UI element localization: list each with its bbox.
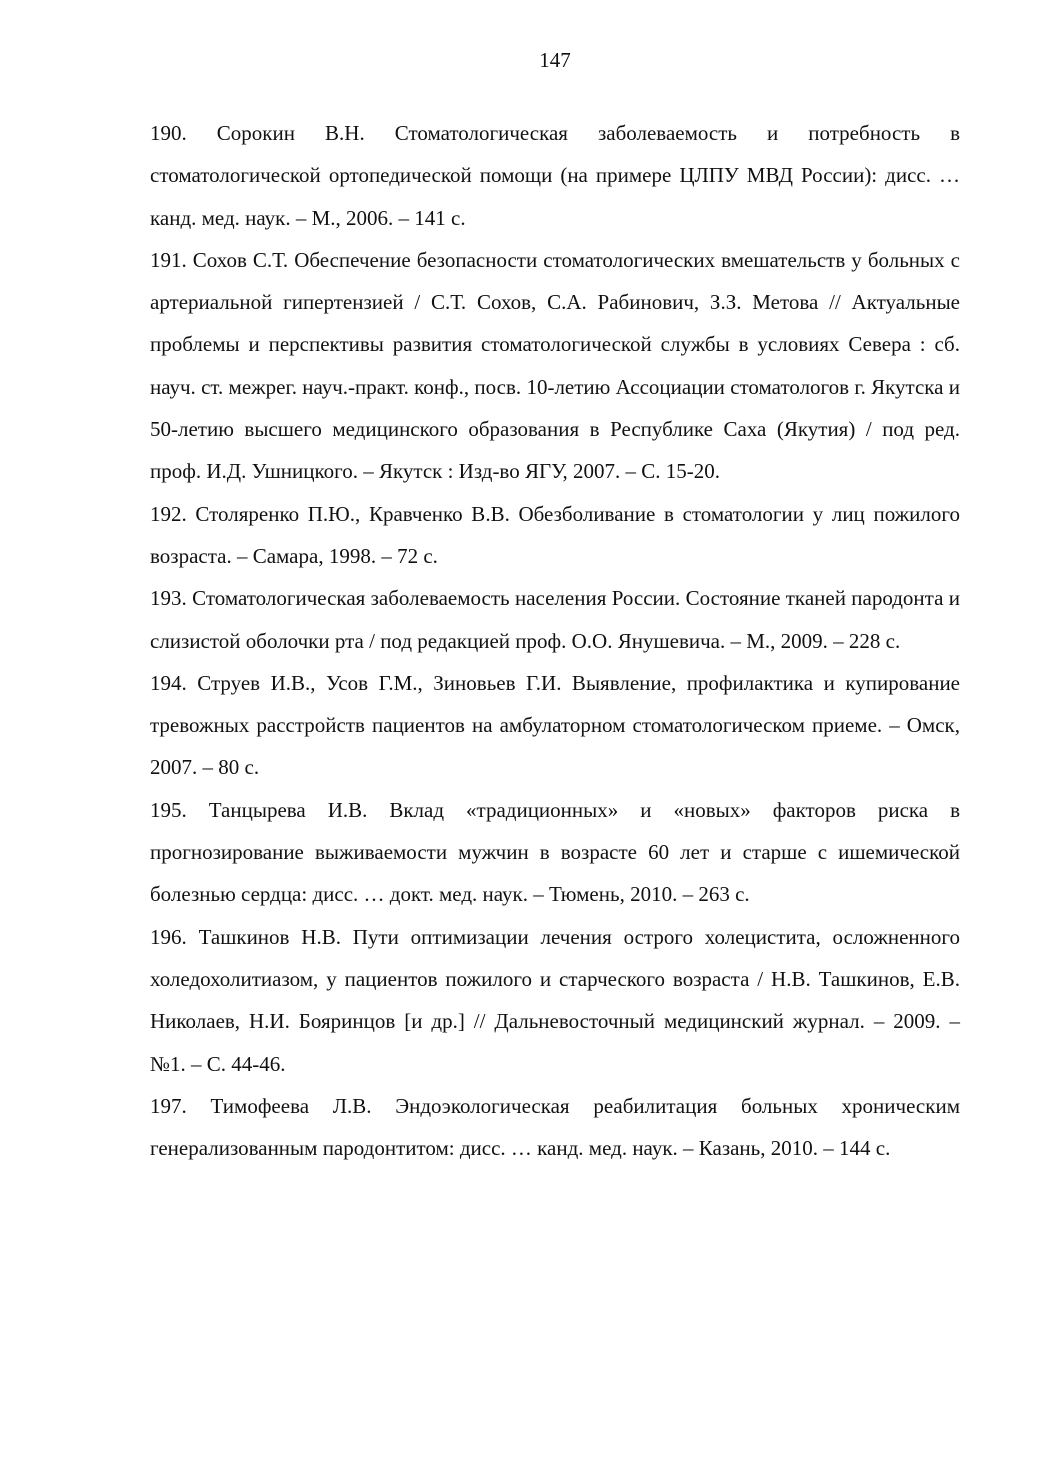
reference-item: 190. Сорокин В.Н. Стоматологическая заболеваемость и потребность в стоматологической ортопедической помощи (на примере ЦЛПУ МВД России): дисс. … канд. мед. наук. – М., 2006. – 141 с. (150, 121, 960, 230)
reference-list (150, 112, 960, 1169)
reference-item: 195. Танцырева И.В. Вклад «традиционных» и «новых» факторов риска в прогнозирование выживаемости мужчин в возрасте 60 лет и старше с ишемической болезнью сердца: дисс. … докт. мед. наук. – Тюмень, 2010. – 263 с. (150, 797, 960, 907)
reference-item: 197. Тимофеева Л.В. Эндоэкологическая реабилитация больных хроническим генерализованным пародонтитом: дисс. … канд. мед. наук. – Казань, 2010. – 144 с. (150, 1093, 960, 1161)
reference-item: 194. Струев И.В., Усов Г.М., Зиновьев Г.И. Выявление, профилактика и купирование тревожных расстройств пациентов на амбулаторном стоматологическом приеме. – Омск, 2007. – 80 с. (150, 670, 960, 780)
reference-item: 191. Сохов С.Т. Обеспечение безопасности стоматологических вмешательств у больных с артериальной гипертензией / С.Т. Сохов, С.А. Рабинович, З.З. Метова // Актуальные проблемы и перспективы развития стоматологической службы в условиях Севера : сб. науч. ст. межрег. науч.-практ. конф., посв. 10-летию Ассоциации стоматологов г. Якутска и 50-летию высшего медицинского образования в Республике Саха (Якутия) / под ред. проф. И.Д. Ушницкого. – Якутск : Изд-во ЯГУ, 2007. – С. 15-20. (150, 247, 960, 484)
page-number: 147 (539, 48, 571, 72)
reference-item: 196. Ташкинов Н.В. Пути оптимизации лечения острого холецистита, осложненного холедохолитиазом, у пациентов пожилого и старческого возраста / Н.В. Ташкинов, Е.В. Николаев, Н.И. Бояринцов [и др.] // Дальневосточный медицинский журнал. – 2009. – №1. – С. 44-46. (150, 924, 960, 1076)
reference-item: 193. Стоматологическая заболеваемость населения России. Состояние тканей пародонта и слизистой оболочки рта / под редакцией проф. О.О. Янушевича. – М., 2009. – 228 с. (150, 586, 960, 653)
reference-item: 192. Столяренко П.Ю., Кравченко В.В. Обезболивание в стоматологии у лиц пожилого возраста. – Самара, 1998. – 72 с. (150, 501, 960, 568)
